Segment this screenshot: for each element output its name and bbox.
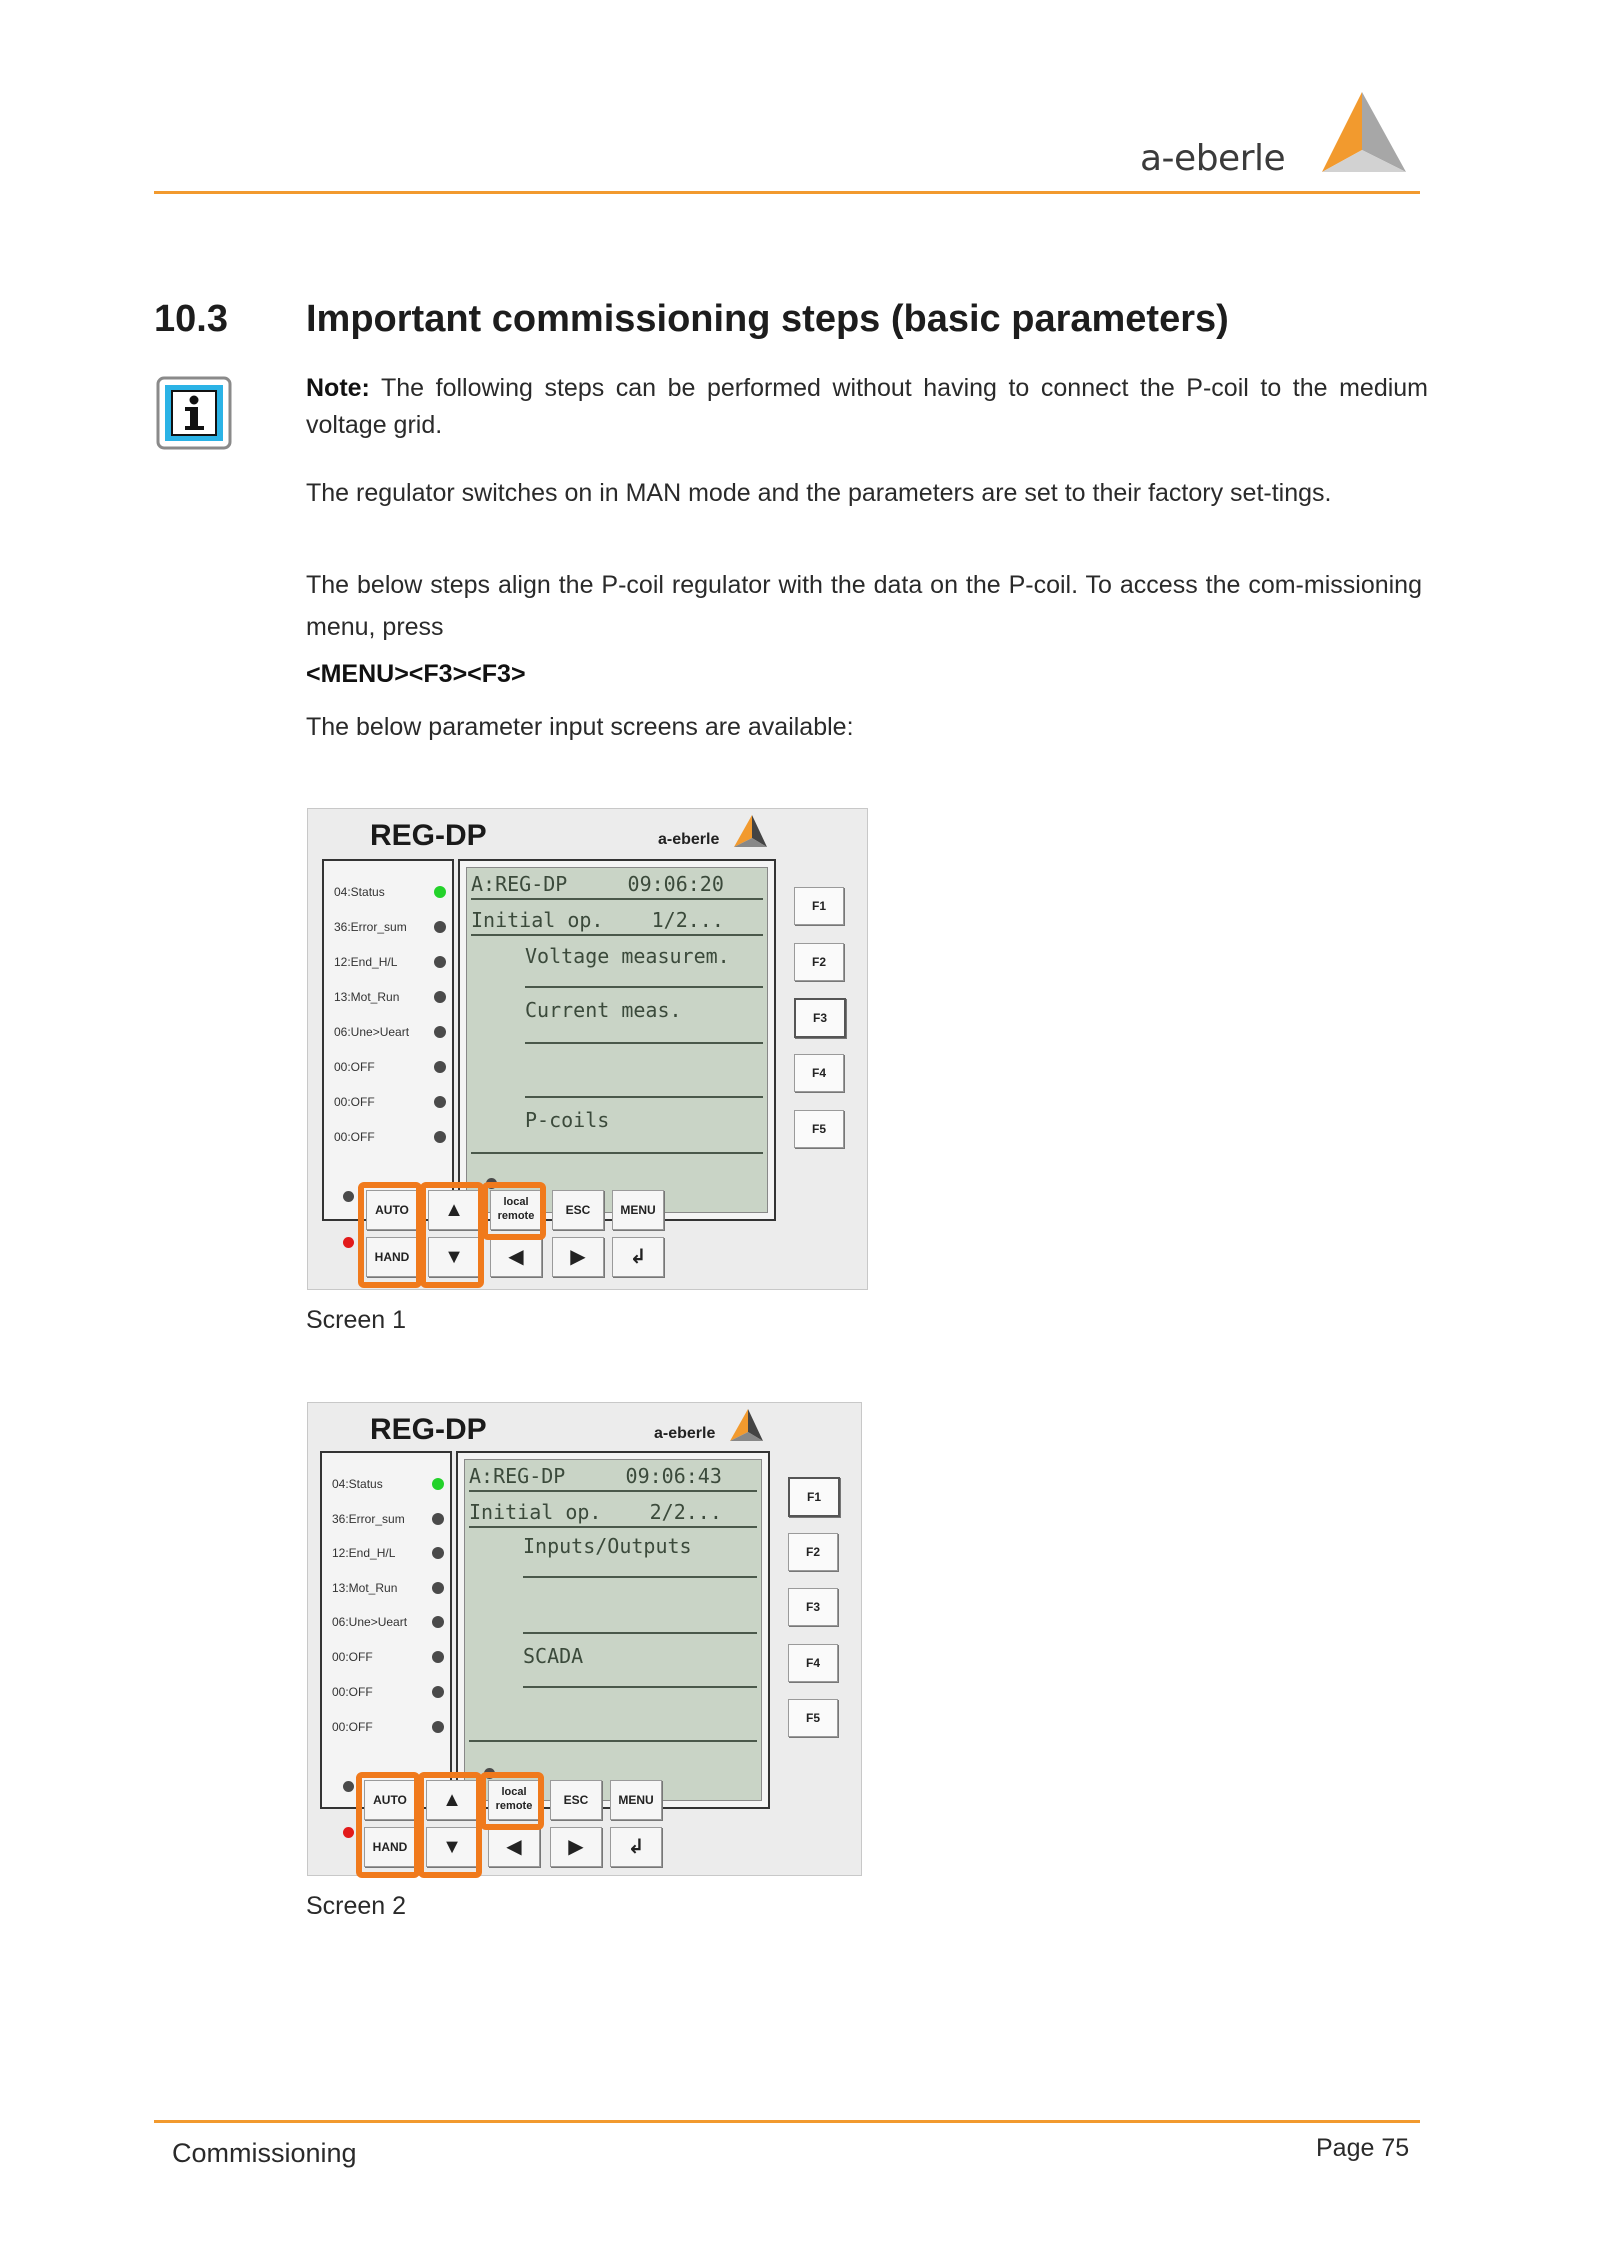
- status-led: [432, 1547, 444, 1559]
- lcd-subheader: Initial op. 1/2...: [471, 908, 724, 932]
- status-led: [432, 1513, 444, 1525]
- enter-button[interactable]: ↲: [610, 1827, 662, 1867]
- lcd-screen: [466, 867, 768, 1213]
- led-label: 06:Une>Ueart: [334, 1025, 410, 1039]
- menu-command: <MENU><F3><F3>: [306, 660, 526, 688]
- led-label: 04:Status: [332, 1477, 383, 1491]
- status-led: [434, 921, 446, 933]
- paragraph-available-screens: The below parameter input screens are available:: [306, 713, 854, 741]
- f5-key[interactable]: F5: [788, 1699, 838, 1737]
- local-label: local: [503, 1196, 529, 1208]
- led-label: 12:End_H/L: [332, 1546, 396, 1560]
- info-icon: [156, 376, 232, 450]
- auto-button[interactable]: AUTO: [364, 1780, 416, 1820]
- f4-key[interactable]: F4: [788, 1644, 838, 1682]
- lcd-header: A:REG-DP 09:06:43: [469, 1464, 722, 1488]
- f2-key[interactable]: F2: [794, 943, 844, 981]
- section-title: Important commissioning steps (basic parameters): [306, 298, 1229, 340]
- lcd-frame: [458, 859, 776, 1221]
- local-remote-highlight: [482, 1182, 546, 1240]
- device-title: REG-DP: [370, 1413, 487, 1446]
- logo-text: a-eberle: [1140, 138, 1286, 179]
- status-led: [432, 1686, 444, 1698]
- lcd-menu-item[interactable]: Current meas.: [525, 998, 682, 1022]
- led-row: [334, 1093, 446, 1113]
- right-arrow-button[interactable]: ▶: [552, 1237, 604, 1277]
- f3-key[interactable]: F3: [788, 1588, 838, 1626]
- menu-button[interactable]: MENU: [612, 1190, 664, 1230]
- status-led: [434, 956, 446, 968]
- led-label: 00:OFF: [334, 1095, 375, 1109]
- a-eberle-logo: [1140, 92, 1420, 182]
- hand-led: [343, 1827, 354, 1838]
- led-row: [334, 918, 446, 938]
- paragraph-factory-settings: The regulator switches on in MAN mode and the parameters are set to their factory set-tings.: [306, 479, 1332, 507]
- f2-key[interactable]: F2: [788, 1533, 838, 1571]
- led-row: [334, 953, 446, 973]
- device-screen-1: [307, 808, 868, 1290]
- brand-triangle-icon: [732, 815, 768, 849]
- lcd-screen: [464, 1459, 762, 1801]
- led-row: [334, 1058, 446, 1078]
- esc-button[interactable]: ESC: [552, 1190, 604, 1230]
- screen-1-caption: Screen 1: [306, 1306, 407, 1334]
- led-row: [332, 1648, 444, 1668]
- status-led: [434, 1061, 446, 1073]
- down-arrow-button[interactable]: ▼: [428, 1237, 480, 1277]
- lcd-divider: [471, 934, 763, 936]
- down-arrow-button[interactable]: ▼: [426, 1827, 478, 1867]
- lcd-divider: [471, 898, 763, 900]
- status-led: [434, 886, 446, 898]
- lcd-divider: [523, 1686, 757, 1688]
- status-led: [434, 1131, 446, 1143]
- lcd-divider: [469, 1490, 757, 1492]
- lcd-frame: [456, 1451, 770, 1809]
- led-label: 06:Une>Ueart: [332, 1615, 408, 1629]
- lcd-divider: [469, 1740, 757, 1742]
- arrow-keys-highlight: [418, 1772, 482, 1878]
- lcd-menu-item[interactable]: Voltage measurem.: [525, 944, 730, 968]
- arrow-keys-highlight: [420, 1182, 484, 1288]
- led-label: 00:OFF: [332, 1650, 373, 1664]
- hand-led: [343, 1237, 354, 1248]
- led-label: 00:OFF: [334, 1060, 375, 1074]
- status-led: [432, 1721, 444, 1733]
- led-panel: [322, 859, 454, 1221]
- auto-led: [343, 1191, 354, 1202]
- led-label: 12:End_H/L: [334, 955, 398, 969]
- device-brand: a-eberle: [658, 831, 720, 848]
- f3-key[interactable]: F3: [794, 998, 846, 1038]
- left-arrow-button[interactable]: ◀: [490, 1237, 542, 1277]
- led-label: 36:Error_sum: [334, 920, 407, 934]
- up-arrow-button[interactable]: ▲: [428, 1190, 480, 1230]
- enter-button[interactable]: ↲: [612, 1237, 664, 1277]
- status-led: [432, 1616, 444, 1628]
- led-label: 00:OFF: [334, 1130, 375, 1144]
- led-row: [334, 988, 446, 1008]
- auto-hand-highlight: [356, 1772, 420, 1878]
- brand-triangle-icon: [728, 1409, 764, 1443]
- hand-button[interactable]: HAND: [366, 1237, 418, 1277]
- led-row: [332, 1718, 444, 1738]
- device-screen-2: [307, 1402, 862, 1876]
- led-label: 36:Error_sum: [332, 1512, 405, 1526]
- note-paragraph: [306, 370, 1428, 444]
- auto-hand-highlight: [358, 1182, 422, 1288]
- lcd-divider: [525, 986, 763, 988]
- led-row: [332, 1475, 444, 1495]
- up-arrow-button[interactable]: ▲: [426, 1780, 478, 1820]
- device-brand: a-eberle: [654, 1425, 716, 1442]
- led-row: [332, 1613, 444, 1633]
- page-number: Page 75: [1316, 2134, 1410, 2162]
- led-row: [332, 1544, 444, 1564]
- led-row: [334, 1128, 446, 1148]
- lcd-divider: [525, 1096, 763, 1098]
- led-row: [334, 1023, 446, 1043]
- right-arrow-button[interactable]: ▶: [550, 1827, 602, 1867]
- led-panel: [320, 1451, 452, 1809]
- status-led: [432, 1478, 444, 1490]
- remote-label: remote: [495, 1800, 533, 1812]
- f1-key[interactable]: F1: [794, 887, 844, 925]
- led-row: [332, 1510, 444, 1530]
- logo-triangle-icon: [1310, 92, 1410, 182]
- screen-2-caption: Screen 2: [306, 1892, 407, 1920]
- status-led: [434, 991, 446, 1003]
- led-label: 13:Mot_Run: [334, 990, 400, 1004]
- remote-label: remote: [497, 1210, 535, 1222]
- lcd-divider: [469, 1526, 757, 1528]
- hand-button[interactable]: HAND: [364, 1827, 416, 1867]
- led-label: 00:OFF: [332, 1685, 373, 1699]
- paragraph-access-menu: The below steps align the P-coil regulator with the data on the P-coil. To access the com-missioning menu, press: [306, 571, 1422, 641]
- lcd-menu-item[interactable]: P-coils: [525, 1108, 610, 1132]
- led-row: [332, 1683, 444, 1703]
- device-title: REG-DP: [370, 819, 487, 852]
- local-label: local: [501, 1786, 527, 1798]
- f1-key[interactable]: F1: [788, 1477, 840, 1517]
- lcd-divider: [525, 1042, 763, 1044]
- led-label: 04:Status: [334, 885, 385, 899]
- lcd-subheader: Initial op. 2/2...: [469, 1500, 722, 1524]
- esc-button[interactable]: ESC: [550, 1780, 602, 1820]
- header-rule: [154, 191, 1420, 194]
- lcd-divider: [523, 1576, 757, 1578]
- lcd-divider: [471, 1152, 763, 1154]
- status-led: [432, 1582, 444, 1594]
- status-led: [434, 1096, 446, 1108]
- led-label: 00:OFF: [332, 1720, 373, 1734]
- note-label: Note:: [306, 374, 370, 402]
- status-led: [434, 1026, 446, 1038]
- lcd-divider: [523, 1632, 757, 1634]
- left-arrow-button[interactable]: ◀: [488, 1827, 540, 1867]
- lcd-header: A:REG-DP 09:06:20: [471, 872, 724, 896]
- auto-button[interactable]: AUTO: [366, 1190, 418, 1230]
- footer-rule: [154, 2120, 1420, 2123]
- status-led: [432, 1651, 444, 1663]
- menu-button[interactable]: MENU: [610, 1780, 662, 1820]
- f5-key[interactable]: F5: [794, 1110, 844, 1148]
- led-label: 13:Mot_Run: [332, 1581, 398, 1595]
- note-text: The following steps can be performed without having to connect the P-coil to the medium voltage grid.: [306, 374, 1428, 439]
- footer-chapter: Commissioning: [172, 2138, 357, 2168]
- f4-key[interactable]: F4: [794, 1054, 844, 1092]
- led-row: [332, 1579, 444, 1599]
- section-number: 10.3: [154, 298, 228, 340]
- lcd-menu-item[interactable]: Inputs/Outputs: [523, 1534, 692, 1558]
- led-row: [334, 883, 446, 903]
- local-remote-highlight: [480, 1772, 544, 1830]
- lcd-menu-item[interactable]: SCADA: [523, 1644, 584, 1668]
- auto-led: [343, 1781, 354, 1792]
